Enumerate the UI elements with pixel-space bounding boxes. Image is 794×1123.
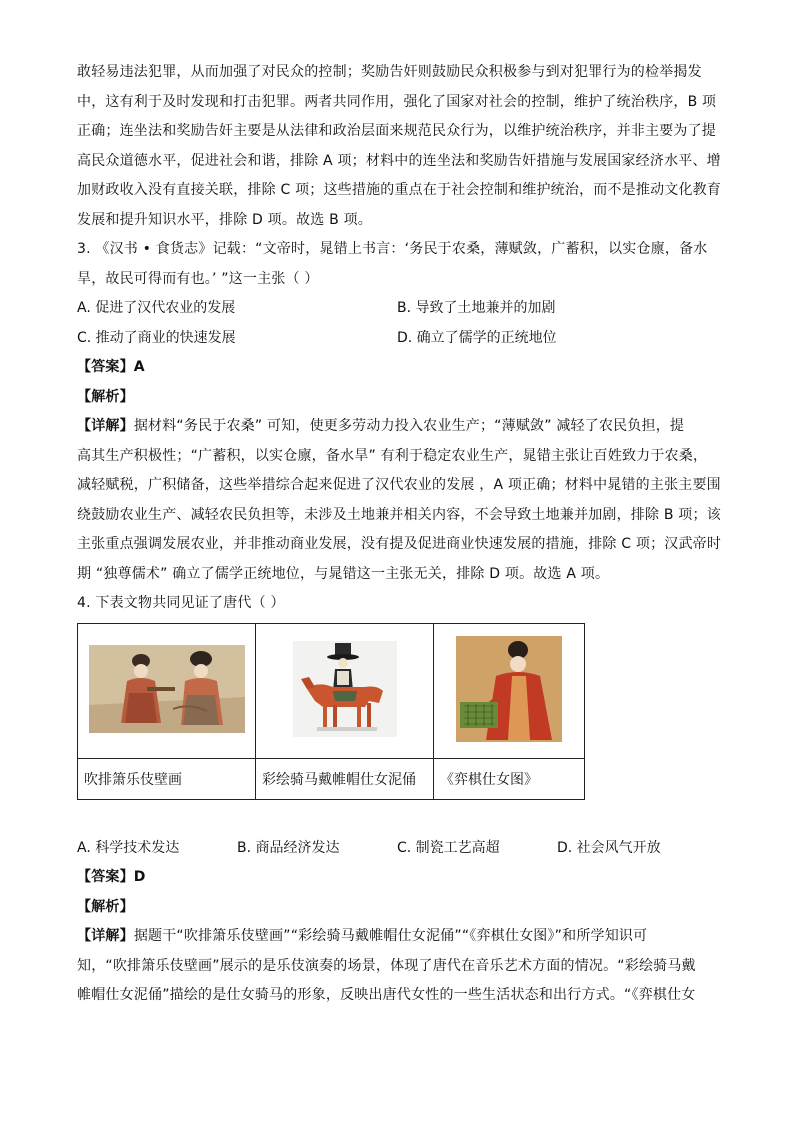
- detail-text: 据材料“务民于农桑” 可知，使更多劳动力投入农业生产；“薄赋敛” 减轻了农民负担，提: [133, 418, 685, 434]
- text-line: 高民众道德水平，促进社会和谐，排除 A 项；材料中的连坐法和奖励告奸措施与发展国家经济水平、增: [77, 152, 721, 169]
- question-4: [77, 589, 717, 1011]
- options-row: [77, 294, 717, 324]
- text-line: 加财政收入没有直接关联，排除 C 项；这些措施的重点在于社会控制和维护统治，而不是推动文化教育: [77, 182, 722, 198]
- detail-line: 主张重点强调发展农业，并非推动商业发展，没有提及促进商业快速发展的措施，排除 C 项；汉武帝时: [77, 536, 722, 552]
- mural-painting-icon: [89, 645, 245, 733]
- options-row: [77, 834, 717, 864]
- question-stem: 3. 《汉书 • 食货志》记载：“文帝时，晁错上书言：‘务民于农桑，薄赋敛，广蓄积，以实仓廪，备水: [77, 241, 708, 257]
- option-a[interactable]: A. 促进了汉代农业的发展: [77, 300, 236, 316]
- question-stem: 4. 下表文物共同见证了唐代（ ）: [77, 595, 285, 611]
- relics-table: [77, 623, 585, 800]
- detail-line: 减轻赋税，广积储备，这些举措综合起来促进了汉代农业的发展 ，A 项正确；材料中晁错的主张主要围: [77, 477, 721, 493]
- text-line: 敢轻易违法犯罪，从而加强了对民众的控制；奖励告奸则鼓励民众积极参与到对犯罪行为的检举揭发: [77, 64, 702, 80]
- detail-text: 据题干“吹排箫乐伎壁画”“彩绘骑马戴帷帽仕女泥俑”“《弈棋仕女图》”和所学知识可: [133, 928, 648, 944]
- relic-image-cell: [78, 623, 256, 758]
- detail-line: 期 “独尊儒术” 确立了儒学正统地位，与晁错这一主张无关，排除 D 项。故选 A 项。: [77, 565, 610, 582]
- question-3: [77, 235, 722, 589]
- answer-label: 【答案】A: [77, 359, 145, 375]
- detail-line: 高其生产积极性；“广蓄积，以实仓廪，备水旱” 有利于稳定农业生产，晁错主张让百姓致力于农桑，: [77, 447, 708, 464]
- go-player-painting-icon: [456, 636, 562, 742]
- detail-line: 知，“吹排箫乐伎壁画”展示的是乐伎演奏的场景，体现了唐代在音乐艺术方面的情况。“彩绘骑马戴: [77, 957, 696, 974]
- detail-line: [77, 922, 717, 952]
- option-d[interactable]: D. 确立了儒学的正统地位: [397, 329, 557, 346]
- text-line: 中，这有利于及时发现和打击犯罪。两者共同作用，强化了国家对社会的控制，维护了统治秩序，B 项: [77, 93, 717, 110]
- question-stem: 旱，故民可得而有也。’ ”这一主张（ ）: [77, 270, 319, 287]
- option-c[interactable]: C. 制瓷工艺高超: [397, 839, 500, 856]
- detail-line: 绕鼓励农业生产、减轻农民负担等，未涉及土地兼并相关内容，不会导致土地兼并加剧，排除 B 项；该: [77, 506, 721, 523]
- text-line: 正确；连坐法和奖励告奸主要是从法律和政治层面来规范民众行为，以维护统治秩序，并非主要为了提: [77, 123, 716, 139]
- horse-rider-figurine-icon: [293, 641, 397, 737]
- options-row: [77, 324, 717, 354]
- option-b[interactable]: B. 商品经济发达: [237, 839, 340, 856]
- analysis-label: 【解析】: [77, 388, 134, 405]
- option-b[interactable]: B. 导致了土地兼并的加剧: [397, 300, 556, 316]
- detail-label: 【详解】: [77, 928, 134, 944]
- relic-caption: 彩绘骑马戴帷帽仕女泥俑: [256, 758, 434, 799]
- answer-label: 【答案】D: [77, 869, 146, 885]
- relic-image-cell: [434, 623, 585, 758]
- detail-line: 帷帽仕女泥俑”描绘的是仕女骑马的形象，反映出唐代女性的一些生活状态和出行方式。“《弈棋仕女: [77, 987, 696, 1003]
- analysis-label: 【解析】: [77, 898, 134, 915]
- relic-caption: 《弈棋仕女图》: [434, 758, 585, 799]
- relic-image-cell: [256, 623, 434, 758]
- detail-label: 【详解】: [77, 418, 134, 434]
- option-a[interactable]: A. 科学技术发达: [77, 839, 180, 856]
- document-page: [77, 58, 722, 1011]
- previous-answer-continuation: [77, 58, 722, 235]
- option-c[interactable]: C. 推动了商业的快速发展: [77, 329, 236, 346]
- option-d[interactable]: D. 社会风气开放: [557, 839, 661, 856]
- text-line: 发展和提升知识水平，排除 D 项。故选 B 项。: [77, 211, 372, 228]
- detail-line: [77, 412, 717, 442]
- relic-caption: 吹排箫乐伎壁画: [78, 758, 256, 799]
